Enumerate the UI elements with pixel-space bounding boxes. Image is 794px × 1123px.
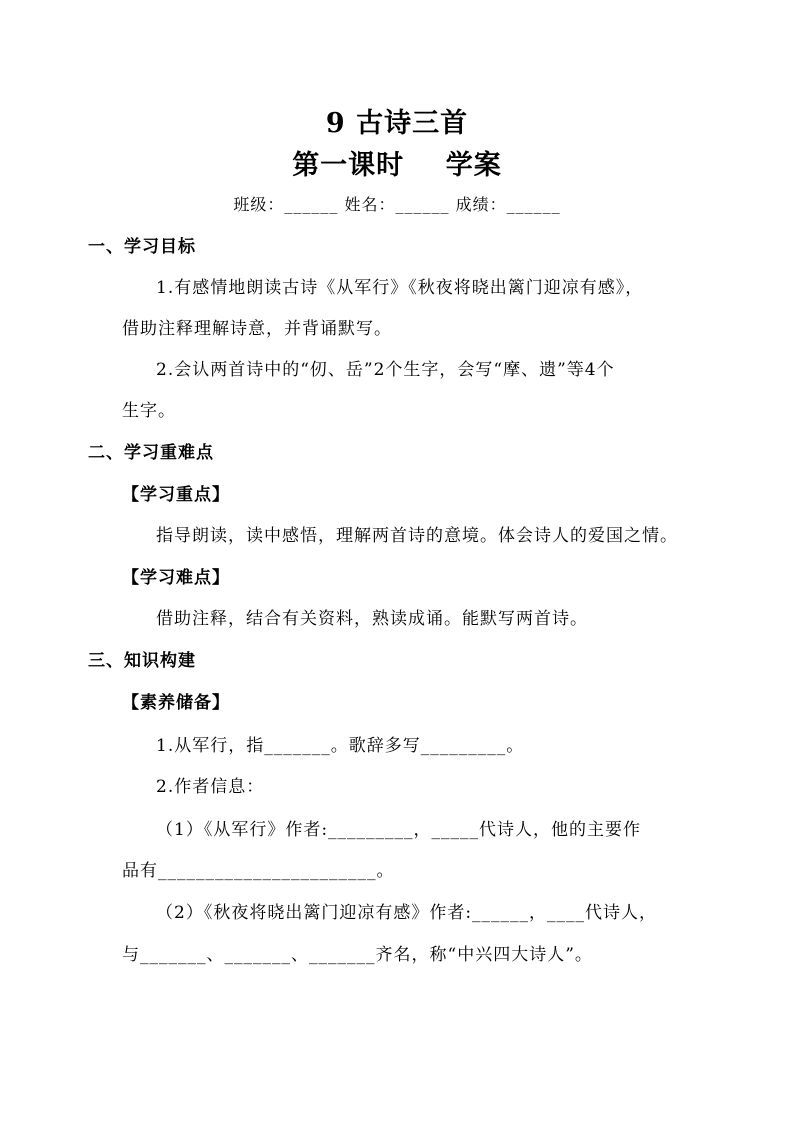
question-2b-line-2: 与_______、_______、_______齐名，称“中兴四大诗人”。 [122, 945, 593, 965]
goal-1-line-2: 借助注释理解诗意，并背诵默写。 [122, 319, 392, 339]
key-point-label: 【学习重点】 [122, 485, 230, 505]
section-3-heading: 三、知识构建 [88, 651, 196, 671]
lesson-subtitle: 第一课时 学案 [292, 150, 502, 181]
question-2a-line-2: 品有_______________________。 [122, 861, 395, 881]
question-2: 2.作者信息： [156, 777, 265, 797]
preparation-label: 【素养储备】 [122, 693, 230, 713]
question-2b-line-1: （2）《秋夜将晓出篱门迎凉有感》作者:______，____代诗人， [156, 903, 658, 923]
lesson-title: 9 古诗三首 [325, 108, 469, 139]
question-2a-line-1: （1）《从军行》作者:_________，_____代诗人，他的主要作 [156, 820, 642, 840]
goal-2-line-2: 生字。 [122, 401, 176, 421]
section-1-heading: 一、学习目标 [88, 237, 196, 257]
question-1: 1.从军行，指_______。歌辞多写_________。 [156, 736, 525, 756]
key-point-text: 指导朗读，读中感悟，理解两首诗的意境。体会诗人的爱国之情。 [156, 526, 678, 546]
goal-1-line-1: 1.有感情地朗读古诗《从军行》《秋夜将晓出篱门迎凉有感》， [156, 278, 644, 298]
student-info-line: 班级：______ 姓名：______ 成绩：______ [233, 195, 561, 214]
section-2-heading: 二、学习重难点 [88, 443, 214, 463]
goal-2-line-1: 2.会认两首诗中的“仞、岳”2个生字，会写“摩、遗”等4个 [156, 360, 615, 380]
difficulty-label: 【学习难点】 [122, 568, 230, 588]
difficulty-text: 借助注释，结合有关资料，熟读成诵。能默写两首诗。 [156, 609, 588, 629]
